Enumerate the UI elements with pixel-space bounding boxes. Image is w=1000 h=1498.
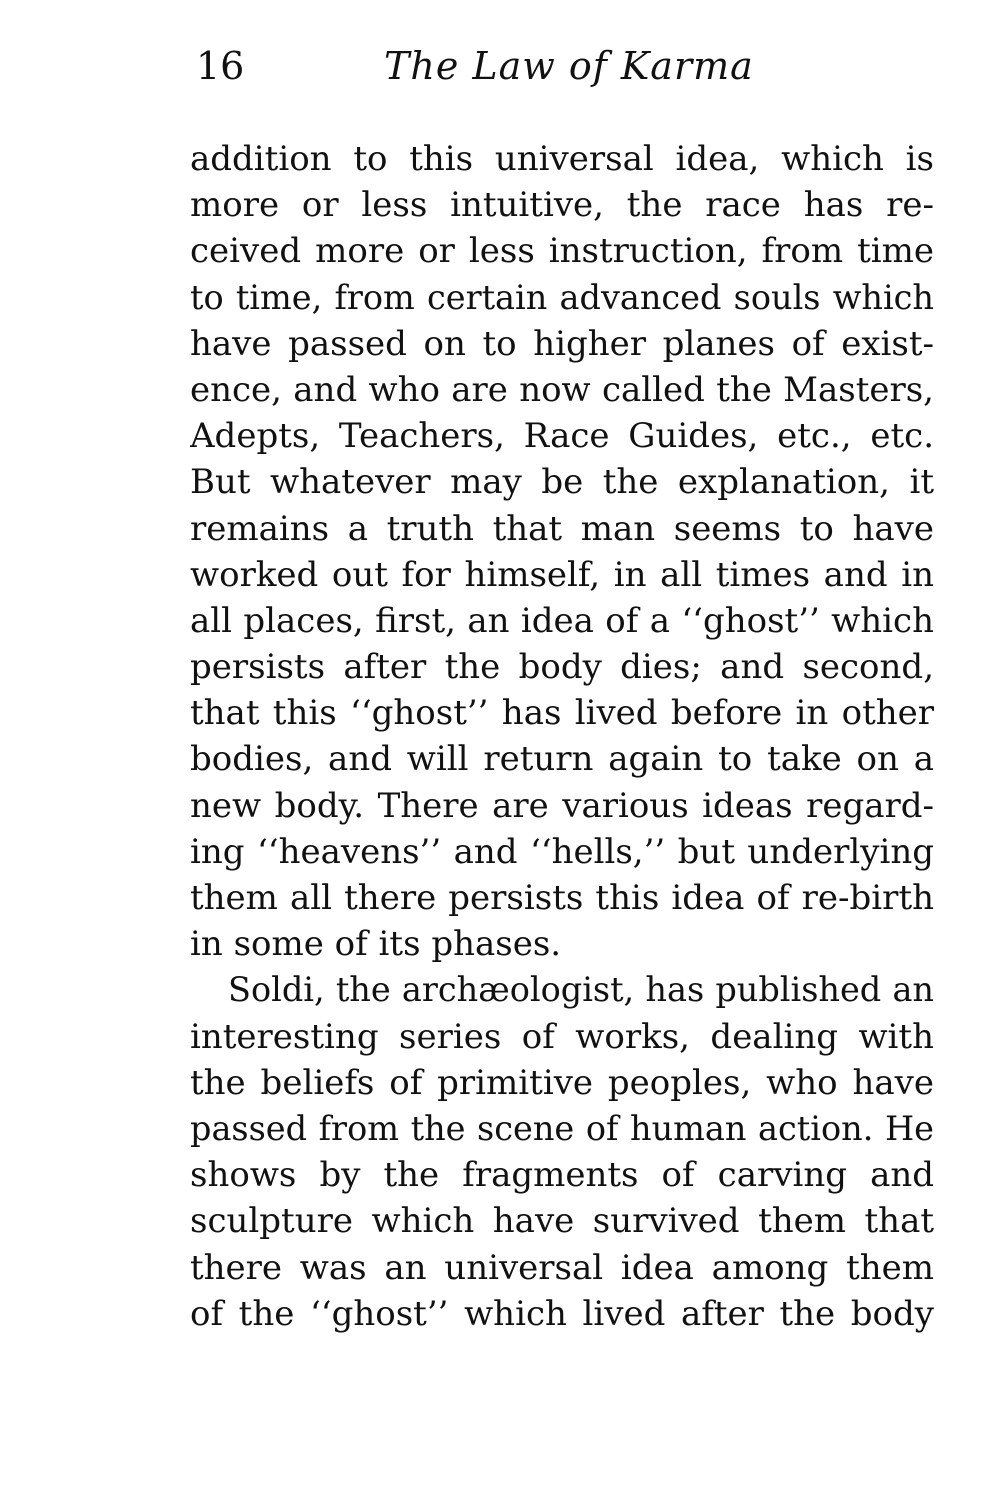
text-line: passed from the scene of human action. He — [190, 1108, 934, 1148]
text-line: there was an universal idea among them — [190, 1247, 934, 1288]
body-text — [190, 136, 934, 1337]
text-line: more or less intuitive, the race has re- — [190, 185, 934, 226]
text-line: to time, from certain advanced souls which — [190, 277, 934, 317]
paragraph-2 — [190, 967, 934, 1337]
text-line: bodies, and will return again to take on a — [190, 739, 934, 780]
text-line: all places, first, an idea of a ‘‘ghost’’ which — [190, 600, 934, 641]
text-line: shows by the fragments of carving and — [190, 1155, 934, 1196]
text-line: remains a truth that man seems to have — [190, 508, 934, 549]
text-line: ing ‘‘heavens’’ and ‘‘hells,’’ but underlying — [190, 831, 934, 872]
text-line: of the ‘‘ghost’’ which lived after the body — [190, 1293, 934, 1334]
text-line: Adepts, Teachers, Race Guides, etc., etc. — [190, 416, 934, 457]
text-line: have passed on to higher planes of exist- — [190, 323, 934, 364]
text-line: in some of its phases. — [190, 924, 562, 965]
text-line: them all there persists this idea of re-birth — [190, 878, 934, 918]
text-line: that this ‘‘ghost’’ has lived before in other — [190, 693, 934, 734]
page-number: 16 — [196, 44, 245, 88]
text-line: ceived more or less instruction, from time — [190, 231, 934, 272]
text-line: the beliefs of primitive peoples, who have — [190, 1062, 934, 1103]
text-line: interesting series of works, dealing with — [190, 1016, 934, 1057]
text-line: But whatever may be the explanation, it — [190, 462, 934, 503]
text-line: new body. There are various ideas regard- — [190, 785, 934, 826]
running-title: The Law of Karma — [384, 44, 754, 88]
text-line: persists after the body dies; and second, — [190, 647, 934, 688]
text-line: addition to this universal idea, which is — [190, 139, 934, 179]
text-line: worked out for himself, in all times and in — [190, 554, 934, 595]
text-line: Soldi, the archæologist, has published an — [228, 970, 934, 1010]
text-line: ence, and who are now called the Masters, — [190, 369, 934, 410]
text-line: sculpture which have survived them that — [190, 1201, 934, 1242]
paragraph-1 — [190, 136, 934, 967]
